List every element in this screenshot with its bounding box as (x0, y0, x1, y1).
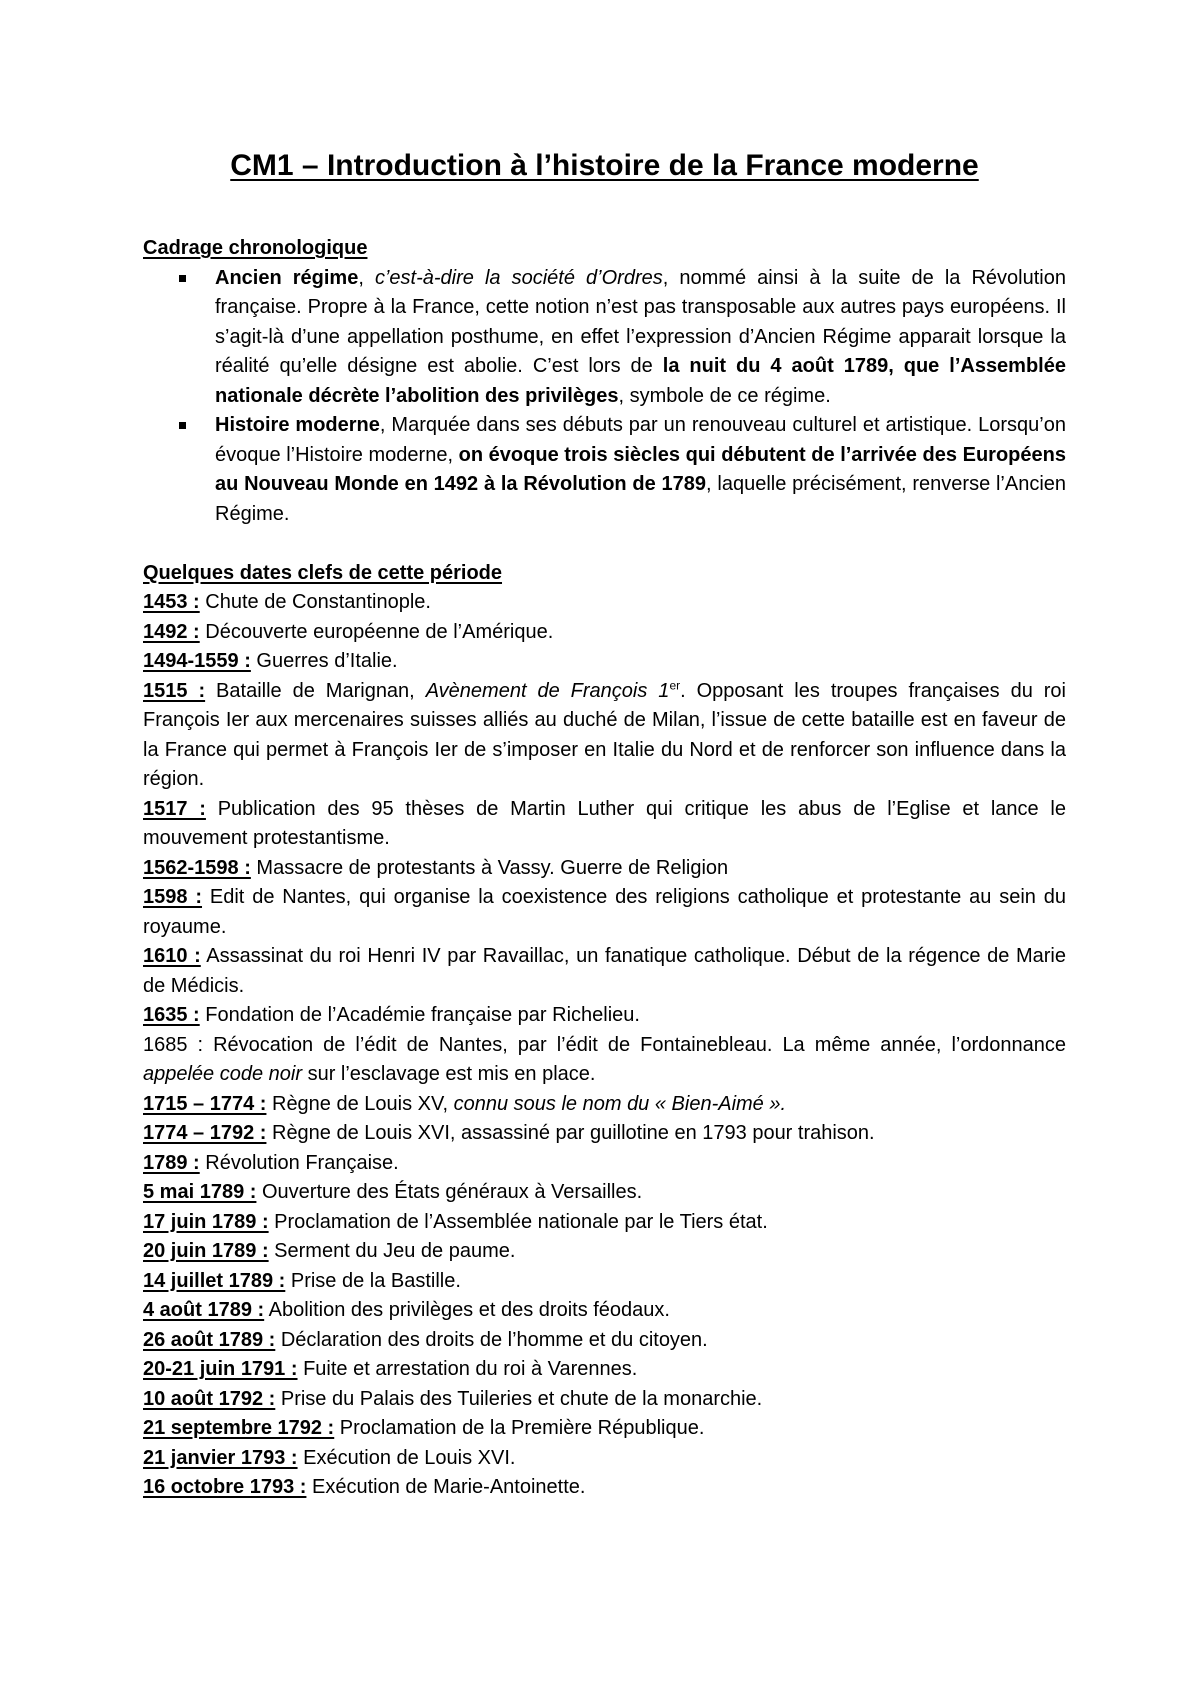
square-bullet-icon (179, 275, 186, 282)
date-entry (143, 1385, 1066, 1415)
text-run: Fuite et arrestation du roi à Varennes. (297, 1358, 638, 1380)
text-run: c’est-à-dire la société d’Ordres (374, 266, 663, 289)
date-entry (143, 1414, 1066, 1444)
text-run: Bataille de Marignan, (205, 679, 426, 702)
text-run: on évoque trois siècles qui débutent de l’arrivée des Européens au Nouveau Monde en 1492 à la Révolution de 1789 (215, 443, 1066, 495)
date-entry (143, 618, 1066, 648)
text-run: sur l’esclavage est mis en place. (302, 1063, 596, 1085)
text-run: Histoire moderne (215, 414, 380, 436)
date-entry (143, 1267, 1066, 1297)
section-heading-key-dates: Quelques dates clefs de cette période (143, 561, 503, 584)
chronology-bullet-item (215, 411, 1066, 529)
date-label: 1515 : (143, 679, 206, 702)
text-run: Guerres d’Italie. (250, 650, 398, 672)
text-run: Prise du Palais des Tuileries et chute de la monarchie. (275, 1387, 763, 1410)
date-label: 17 juin 1789 : (143, 1210, 269, 1233)
text-run: Serment du Jeu de paume. (268, 1240, 516, 1262)
text-run: Abolition des privilèges et des droits féodaux. (264, 1299, 670, 1321)
text-run: la nuit du 4 août 1789, que l’Assemblée nationale décrète l’abolition des privilèges (215, 355, 1066, 407)
text-run: Fondation de l’Académie française par Richelieu. (199, 1004, 640, 1026)
text-run: Règne de Louis XV, (266, 1092, 454, 1115)
section-spacer (143, 529, 1066, 559)
date-entry (143, 1296, 1066, 1326)
text-run: , Marquée dans ses débuts par un renouveau culturel et artistique. Lorsqu’on évoque l’Histoire moderne, (215, 414, 1066, 466)
text-run: connu sous le nom du « Bien-Aimé ». (453, 1092, 787, 1115)
date-entry (143, 1090, 1066, 1120)
date-label: 4 août 1789 : (143, 1299, 265, 1321)
text-run: Chute de Constantinople. (199, 591, 431, 613)
text-run: Proclamation de la Première République. (334, 1417, 705, 1439)
text-run: Proclamation de l’Assemblée nationale par le Tiers état. (268, 1210, 768, 1233)
text-run: . Opposant les troupes françaises du roi François Ier aux mercenaires suisses alliés au duché de Milan, l’issue de cette bataille est en faveur de la France qui permet à François Ier de s’imposer en Italie du Nord et de renforcer son influence dans la région. (143, 679, 1066, 790)
key-dates-list (143, 588, 1066, 1503)
text-run: Massacre de protestants à Vassy. Guerre de Religion (250, 856, 729, 879)
date-label: 1517 : (143, 797, 206, 820)
date-entry (143, 1208, 1066, 1238)
date-label: 1598 : (143, 886, 203, 908)
date-entry (143, 1326, 1066, 1356)
date-label: 14 juillet 1789 : (143, 1269, 286, 1292)
square-bullet-icon (179, 422, 186, 429)
text-run: Avènement de François 1 (425, 679, 670, 702)
text-run: Règne de Louis XVI, assassiné par guillotine en 1793 pour trahison. (266, 1122, 875, 1144)
date-label: 20-21 juin 1791 : (143, 1358, 298, 1380)
text-run: appelée code noir (143, 1063, 303, 1085)
text-run: Prise de la Bastille. (285, 1269, 461, 1292)
text-run: er (669, 677, 681, 692)
date-entry (143, 1119, 1066, 1149)
text-run: Découverte européenne de l’Amérique. (199, 620, 554, 643)
text-run: , nommé ainsi à la suite de la Révolution française. Propre à la France, cette notion n’est pas transposable aux autres pays européens. Il s’agit-là d’une appellation posthume, en effet l’expression d’Ancien Régime apparait lorsque la réalité qu’elle désigne est abolie. C’est lors de (215, 266, 1066, 377)
text-run: Déclaration des droits de l’homme et du citoyen. (275, 1328, 708, 1351)
date-label: 1453 : (143, 591, 200, 613)
date-entry (143, 1031, 1066, 1090)
date-label: 1789 : (143, 1151, 200, 1174)
text-run: Ouverture des États généraux à Versailles. (256, 1181, 643, 1203)
text-run: Publication des 95 thèses de Martin Luther qui critique les abus de l’Eglise et lance le mouvement protestantisme. (143, 797, 1066, 849)
text-run: , laquelle précisément, renverse l’Ancien Régime. (215, 473, 1067, 525)
date-label: 21 septembre 1792 : (143, 1417, 335, 1439)
date-label: 1494-1559 : (143, 650, 251, 672)
chronology-bullet-list (143, 264, 1066, 530)
date-entry (143, 1178, 1066, 1208)
date-entry (143, 588, 1066, 618)
date-label: 26 août 1789 : (143, 1328, 276, 1351)
date-entry (143, 1237, 1066, 1267)
date-label: 1635 : (143, 1004, 200, 1026)
text-run: Révolution Française. (199, 1151, 399, 1174)
date-label: 1715 – 1774 : (143, 1092, 267, 1115)
date-entry (143, 1473, 1066, 1503)
text-run: , symbole de ce régime. (618, 384, 831, 407)
chronology-bullet-item (215, 264, 1066, 412)
date-label: 1685 : (143, 1033, 204, 1056)
text-run: Révocation de l’édit de Nantes, par l’édit de Fontainebleau. La même année, l’ordonnance (203, 1033, 1066, 1056)
date-label: 5 mai 1789 : (143, 1181, 257, 1203)
date-entry (143, 1355, 1066, 1385)
date-entry (143, 883, 1066, 942)
date-label: 1774 – 1792 : (143, 1122, 267, 1144)
date-label: 21 janvier 1793 : (143, 1446, 298, 1469)
date-label: 20 juin 1789 : (143, 1240, 269, 1262)
text-run: Edit de Nantes, qui organise la coexistence des religions catholique et protestante au sein du royaume. (143, 886, 1066, 938)
date-label: 16 octobre 1793 : (143, 1476, 307, 1498)
text-run: , (358, 266, 375, 289)
date-entry (143, 1149, 1066, 1179)
text-run: Assassinat du roi Henri IV par Ravaillac, un fanatique catholique. Début de la régence de Marie de Médicis. (143, 945, 1066, 997)
date-label: 10 août 1792 : (143, 1387, 276, 1410)
date-entry (143, 1001, 1066, 1031)
section-heading-chronology: Cadrage chronologique (143, 237, 368, 259)
page-title: CM1 – Introduction à l’histoire de la France moderne (230, 149, 979, 182)
date-entry (143, 795, 1066, 854)
date-entry (143, 942, 1066, 1001)
date-entry (143, 677, 1066, 795)
date-entry (143, 1444, 1066, 1474)
text-run: Ancien régime (215, 266, 359, 289)
text-run: Exécution de Louis XVI. (297, 1446, 516, 1469)
date-entry (143, 854, 1066, 884)
text-run: Exécution de Marie-Antoinette. (306, 1476, 586, 1498)
date-label: 1562-1598 : (143, 856, 251, 879)
date-label: 1610 : (143, 945, 201, 967)
date-label: 1492 : (143, 620, 200, 643)
date-entry (143, 647, 1066, 677)
